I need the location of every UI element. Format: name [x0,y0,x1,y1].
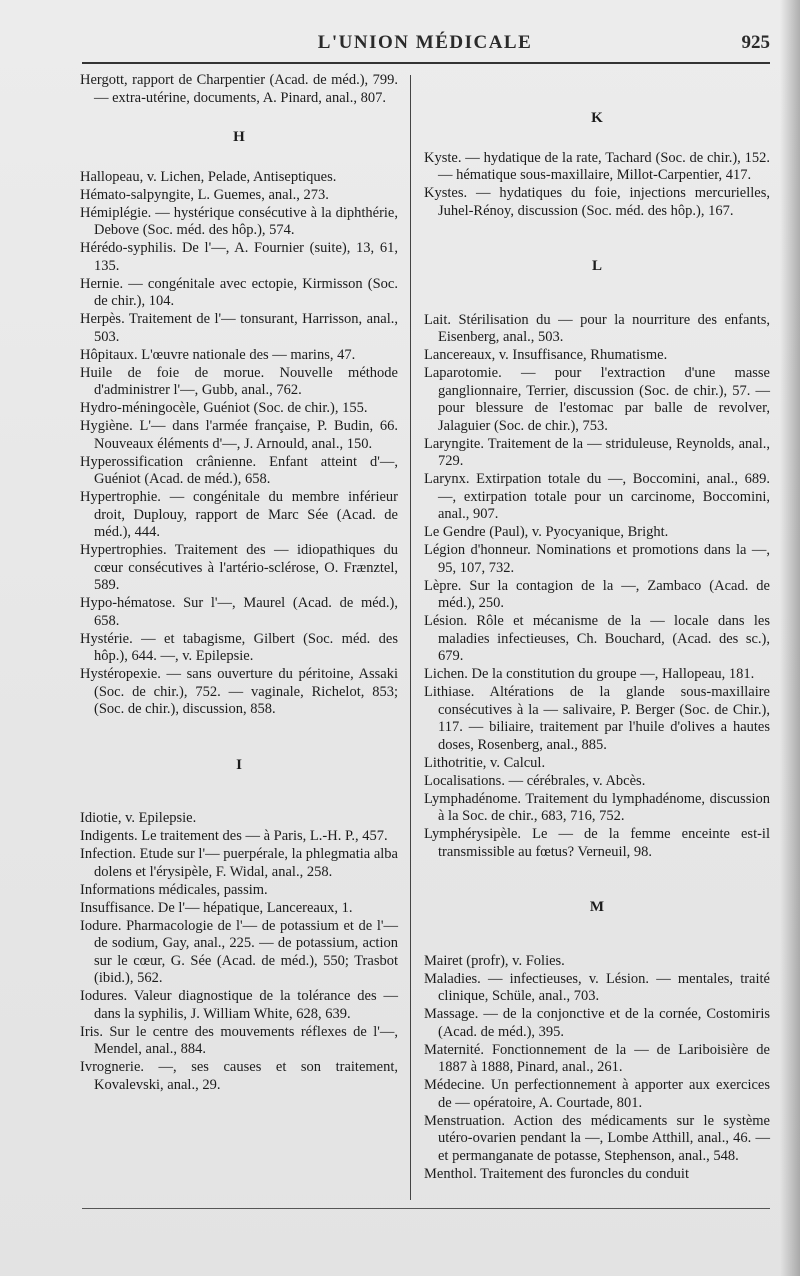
header-rule [82,62,770,64]
footer-rule [82,1208,770,1209]
index-entry: Maternité. Fonctionnement de la — de Lariboisière de 1887 à 1888, Pinard, anal., 261. [424,1041,770,1075]
index-entry: Informations médicales, passim. [80,881,268,898]
index-entry: Kyste. — hydatique de la rate, Tachard (Soc. de chir.), 152. — hématique sous-maxillaire, Millot-Carpentier, 417. [424,149,770,183]
index-entry: Hergott, rapport de Charpentier (Acad. de méd.), 799. — extra-utérine, documents, A. Pinard, anal., 807. [80,72,398,106]
index-entry: Laparotomie. — pour l'extraction d'une masse ganglionnaire, Terrier, discussion (Soc. de chir.), 57. — pour blessure de l'estomac par balle de revolver, Jalaguier (Soc. de chir.), 753. [424,365,770,434]
index-entry: Lithotritie, v. Calcul. [424,754,546,771]
index-entry: Lait. Stérilisation du — pour la nourriture des enfants, Eisenberg, anal., 503. [424,311,770,345]
index-entry: Lèpre. Sur la contagion de la —, Zambaco (Acad. de méd.), 250. [424,577,770,611]
index-entry: Légion d'honneur. Nominations et promotions dans la —, 95, 107, 732. [424,542,770,576]
index-entry: Hystéropexie. — sans ouverture du péritoine, Assaki (Soc. de chir.), 752. — vaginale, Richelot, 853; (Soc. de chir.), discussion, 858. [80,666,398,717]
index-entry: Hémiplégie. — hystérique consécutive à la diphthérie, Debove (Soc. méd. des hôp.), 574. [80,204,398,238]
page-edge-shadow [780,0,800,1276]
index-entry: Larynx. Extirpation totale du —, Boccomini, anal., 689. —, extirpation totale pour un carcinome, Boccomini, anal., 907. [424,471,770,522]
index-entry: Kystes. — hydatiques du foie, injections mercurielles, Juhel-Rénoy, discussion (Soc. méd. des hôp.), 167. [424,185,770,219]
index-entry: Indigents. Le traitement des — à Paris, L.-H. P., 457. [80,828,388,844]
index-entry: Huile de foie de morue. Nouvelle méthode d'administrer l'—, Gubb, anal., 762. [80,364,398,398]
index-entry: Maladies. — infectieuses, v. Lésion. — mentales, traité clinique, Schüle, anal., 703. [424,970,770,1004]
column-divider [410,75,411,1200]
index-entry: Hypertrophies. Traitement des — idiopathiques du cœur consécutives à l'artério-sclérose, O. Frænztel, 589. [80,542,398,593]
index-entry: Hydro-méningocèle, Guéniot (Soc. de chir.), 155. [80,400,368,416]
index-entry: Lésion. Rôle et mécanisme de la — locale dans les maladies infectieuses, Ch. Bouchard, (Acad. des sc.), 679. [424,613,770,664]
index-entry: Hôpitaux. L'œuvre nationale des — marins, 47. [80,346,356,363]
index-entry: Hypertrophie. — congénitale du membre inférieur droit, Duplouy, rapport de Marc Sée (Acad. de méd.), 444. [80,489,398,540]
index-entry: Hypo-hématose. Sur l'—, Maurel (Acad. de méd.), 658. [80,595,398,629]
index-entry: Hygiène. L'— dans l'armée française, P. Budin, 66. Nouveaux éléments d'—, J. Arnould, anal., 150. [80,418,398,452]
index-entry: Le Gendre (Paul), v. Pyocyanique, Bright. [424,524,669,540]
index-entry: Iris. Sur le centre des mouvements réflexes de l'—, Mendel, anal., 884. [80,1023,398,1057]
page-header [80,28,770,58]
index-entry: Hémato-salpyngite, L. Guemes, anal., 273. [80,186,329,203]
index-entry: Idiotie, v. Epilepsie. [80,810,197,826]
index-entry: Iodure. Pharmacologie de l'— de potassium et de l'— de sodium, Gay, anal., 225. — de potassium, action sur le cœur, G. Sée (Acad. de méd.), 550; Trasbot (ibid.), 562. [80,917,398,986]
index-entry: Hernie. — congénitale avec ectopie, Kirmisson (Soc. de chir.), 104. [80,275,398,309]
index-entry: Mairet (profr), v. Folies. [424,952,565,969]
index-entry: Menstruation. Action des médicaments sur le système utéro-ovarien pendant la —, Lombe Atthill, anal., 46. — et permanganate de potasse, Stephenson, anal., 548. [424,1112,770,1164]
index-entry: Lancereaux, v. Insuffisance, Rhumatisme. [424,347,668,363]
index-entry: Hérédo-syphilis. De l'—, A. Fournier (suite), 13, 61, 135. [80,240,398,274]
index-entry: Infection. Etude sur l'— puerpérale, la phlegmatia alba dolens et l'érysipèle, F. Widal, anal., 258. [80,846,398,880]
index-entry: Localisations. — cérébrales, v. Abcès. [424,772,646,789]
section-letter-h: H [233,129,245,145]
index-entry: Ivrognerie. —, ses causes et son traitement, Kovalevski, anal., 29. [80,1059,398,1093]
section-letter-k: K [591,110,603,126]
index-entry: Lymphérysipèle. Le — de la femme enceinte est-il transmissible au fœtus? Verneuil, 98. [424,826,770,860]
section-letter-i: I [236,756,242,773]
index-entry: Lymphadénome. Traitement du lymphadénome, discussion à la Soc. de chir., 683, 716, 752. [424,790,770,824]
section-letter-l: L [591,258,602,274]
running-title: L'UNION MÉDICALE [317,32,533,53]
index-entry: Insuffisance. De l'— hépatique, Lancereaux, 1. [80,899,353,916]
index-entry: Hystérie. — et tabagisme, Gilbert (Soc. méd. des hôp.), 644. —, v. Epilepsie. [80,630,398,664]
index-entry: Menthol. Traitement des furoncles du conduit [424,1165,689,1182]
index-entry: Hallopeau, v. Lichen, Pelade, Antiseptiques. [80,168,337,185]
left-column [80,72,398,1095]
index-entry: Iodures. Valeur diagnostique de la tolérance des — dans la syphilis, J. William White, 628, 639. [80,988,398,1022]
index-entry: Lithiase. Altérations de la glande sous-maxillaire consécutives à la — salivaire, P. Berger (Soc. de Chir.), 117. — biliaire, traitement par l'huile d'olives a hautes doses, Rosenberg, anal., 885. [424,684,770,753]
right-column [424,72,770,1184]
index-entry: Laryngite. Traitement de la — striduleuse, Reynolds, anal., 729. [424,435,770,469]
index-entry: Lichen. De la constitution du groupe —, Hallopeau, 181. [424,666,755,682]
index-entry: Massage. — de la conjonctive et de la cornée, Costomiris (Acad. de méd.), 395. [424,1006,770,1040]
index-entry: Hyperossification crânienne. Enfant atteint d'—, Guéniot (Acad. de méd.), 658. [80,453,398,487]
page-number: 925 [741,32,770,53]
index-entry: Médecine. Un perfectionnement à apporter aux exercices de — opératoire, A. Courtade, 801. [424,1077,770,1111]
section-letter-m: M [589,899,605,915]
index-entry: Herpès. Traitement de l'— tonsurant, Harrisson, anal., 503. [80,311,398,345]
